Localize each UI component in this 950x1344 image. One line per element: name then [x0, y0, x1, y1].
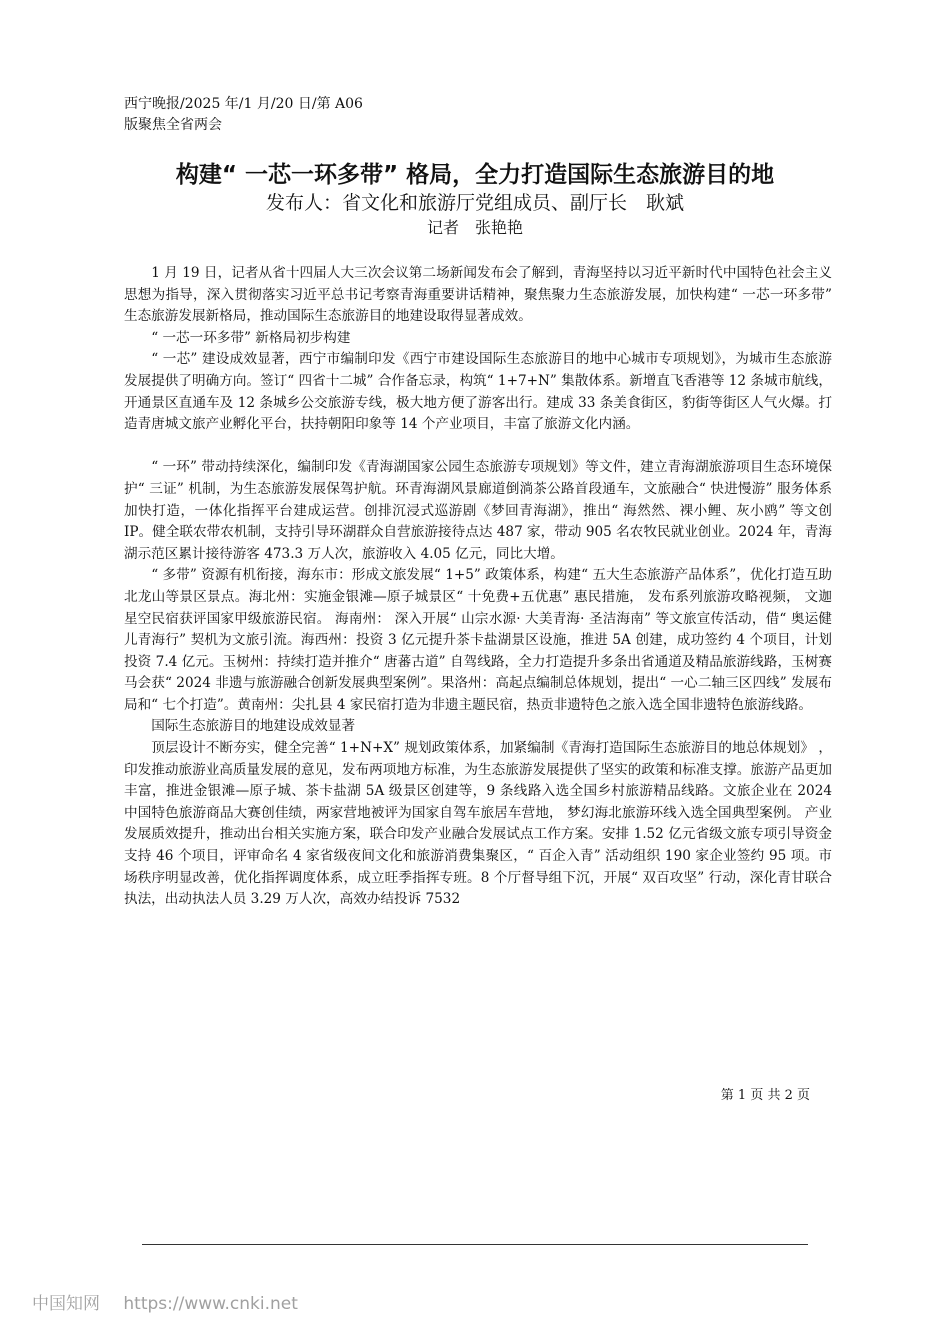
footer-divider — [142, 1244, 808, 1245]
article-body — [124, 263, 832, 911]
section-heading-achievements: 国际生态旅游目的地建设成效显著 — [151, 718, 356, 735]
paragraph-multi-belts: “ 多带” 资源有机衔接，海东市：形成文旅发展“ 1+5” 政策体系，构建“ 五大生态旅游产品体系”，优化打造互助北龙山等景区景点。海北州：实施金银滩—原子城景区“ 十免费+五优惠” 惠民措施， 发布系列旅游攻略视频， 文迦星空民宿获评国家甲级旅游民宿。 海南州： 深入开展“ 山宗水源· 大美青海· 圣洁海南” 等文旅宣传活动，借“ 奥运健儿青海行” 契机为文旅引流。海西州：投资 3 亿元提升茶卡盐湖景区设施，推进 5A 创建，成功签约 4 个项目，计划投资 7.4 亿元。玉树州：持续打造并推介“ 唐蕃古道” 自驾线路，全力打造提升多条出省通道及精品旅游线路，玉树赛马会获“ 2024 非遗与旅游融合创新发展典型案例”。果洛州：高起点编制总体规划，提出“ 一心二轴三区四线” 发展布局和“ 七个打造”。黄南州：尖扎县 4 家民宿打造为非遗主题民宿，热贡非遗特色之旅入选全国非遗特色旅游线路。 — [124, 567, 832, 713]
article-header — [100, 160, 850, 240]
publisher-line: 发布人：省文化和旅游厅党组成员、副厅长 耿斌 — [265, 192, 684, 214]
page-indicator: 第 1 页 共 2 页 — [720, 1088, 810, 1103]
source-line-2: 版聚焦全省两会 — [124, 117, 222, 133]
watermark-url: https://www.cnki.net — [123, 1294, 298, 1314]
source-line-1: 西宁晚报/2025 年/1 月/20 日/第 A06 — [124, 96, 363, 112]
section-heading-new-pattern: “ 一芯一环多带” 新格局初步构建 — [151, 329, 351, 346]
paragraph-intro: 1 月 19 日，记者从省十四届人大三次会议第二场新闻发布会了解到，青海坚持以习近平新时代中国特色社会主义思想为指导，深入贯彻落实习近平总书记考察青海重要讲话精神，聚焦聚力生态旅游发展，加快构建“ 一芯一环多带” 生态旅游发展新格局，推动国际生态旅游目的地建设取得显著成效。 — [124, 265, 832, 325]
watermark-site-name: 中国知网 — [32, 1294, 100, 1314]
source-info — [124, 94, 524, 136]
paragraph-one-core: “ 一芯” 建设成效显著，西宁市编制印发《西宁市建设国际生态旅游目的地中心城市专项规划》，为城市生态旅游发展提供了明确方向。签订“ 四省十二城” 合作备忘录，构筑“ 1+7+N” 集散体系。新增直飞香港等 12 条城市航线，开通景区直通车及 12 条城乡公交旅游专线，极大地方便了游客出行。建成 33 条美食街区，豹街等街区人气火爆。打造青唐城文旅产业孵化平台，扶持朝阳印象等 14 个产业项目，丰富了旅游文化内涵。 — [124, 351, 832, 433]
paragraph-one-ring: “ 一环” 带动持续深化，编制印发《青海湖国家公园生态旅游专项规划》等文件，建立青海湖旅游项目生态环境保护“ 三证” 机制，为生态旅游发展保驾护航。环青海湖风景廊道倒淌茶公路首段通车，文旅融合“ 快进慢游” 服务体系加快打造，一体化指挥平台建成运营。创排沉浸式巡游剧《梦回青海湖》，推出“ 海然然、裸小鲤、灰小鸥” 等文创 IP。健全联农带农机制，支持引导环湖群众自营旅游接待点达 487 家，带动 905 名农牧民就业创业。2024 年，青海湖示范区累计接待游客 473.3 万人次，旅游收入 4.05 亿元，同比大增。 — [124, 459, 832, 562]
paragraph-top-level-design: 顶层设计不断夯实，健全完善“ 1+N+X” 规划政策体系，加紧编制《青海打造国际生态旅游目的地总体规划》 ，印发推动旅游业高质量发展的意见，发布两项地方标准，为生态旅游发展提供了坚实的政策和标准支撑。旅游产品更加丰富，推进金银滩—原子城、茶卡盐湖 5A 级景区创建等，9 条线路入选全国乡村旅游精品线路。文旅企业在 2024 中国特色旅游商品大赛创佳绩，两家营地被评为国家自驾车旅居车营地， 梦幻海北旅游环线入选全国典型案例。 产业发展质效提升，推动出台相关实施方案，联合印发产业融合发展试点工作方案。安排 1.52 亿元省级文旅专项引导资金支持 46 个项目，评审命名 4 家省级夜间文化和旅游消费集聚区，“ 百企入青” 活动组织 190 家企业签约 95 项。市场秩序明显改善，优化指挥调度体系，成立旺季指挥专班。8 个厅督导组下沉，开展“ 双百攻坚” 行动，深化青甘联合执法，出动执法人员 3.29 万人次，高效办结投诉 7532 — [124, 740, 832, 908]
reporter-line: 记者 张艳艳 — [426, 218, 523, 237]
article-title: 构建“ 一芯一环多带” 格局，全力打造国际生态旅游目的地 — [175, 162, 775, 188]
cnki-watermark — [32, 1292, 316, 1316]
